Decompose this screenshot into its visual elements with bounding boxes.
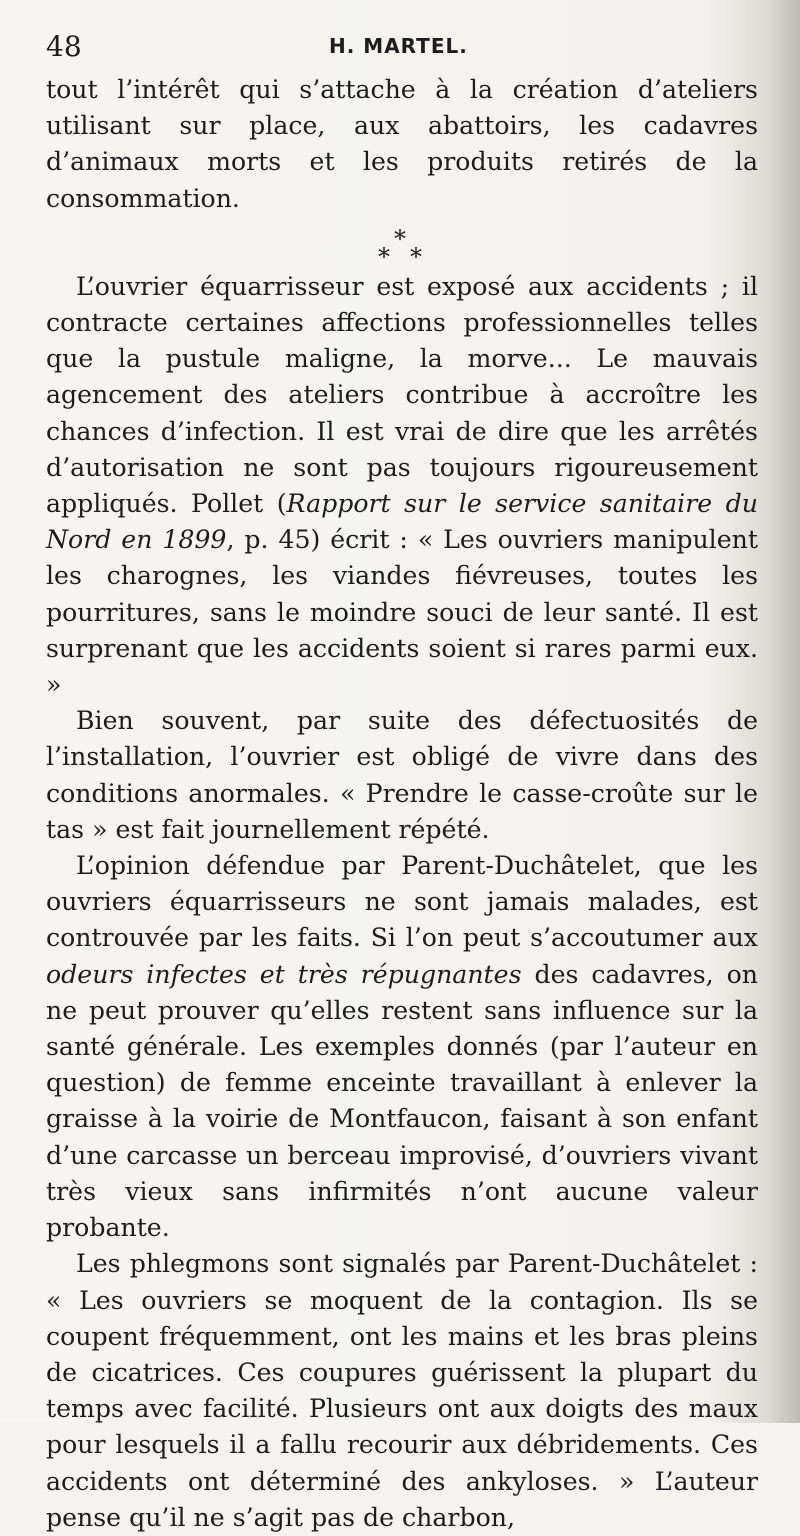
page-header — [46, 30, 760, 70]
paragraph-2: L’ouvrier équarrisseur est exposé aux accidents ; il contracte certaines affections professionnelles telles que la pustule maligne, la morve... Le mauvais agencement des ateliers contribue à accroître les chances d’infection. Il est vrai de dire que les arrêtés d’autorisation ne sont pas toujours rigoureusement appliqués. Pollet (Rapport sur le service sanitaire du Nord en 1899, p. 45) écrit : « Les ouvriers manipulent les charognes, les viandes fiévreuses, toutes les pourritures, sans le moindre souci de leur santé. Il est surprenant que les accidents soient si rares parmi eux. » — [46, 271, 758, 700]
running-head: H. MARTEL. — [329, 34, 468, 58]
page-number: 48 — [46, 30, 82, 63]
paragraph-4: L’opinion défendue par Parent-Duchâtelet, que les ouvriers équarrisseurs ne sont jamais malades, est controuvée par les faits. Si l’on peut s’accoutumer aux odeurs infectes et très répugnantes des cadavres, on ne peut prouver qu’elles restent sans influence sur la santé générale. Les exemples donnés (par l’auteur en question) de femme enceinte travaillant à enlever la graisse à la voirie de Montfaucon, faisant à son enfant d’une carcasse un berceau improvisé, d’ouvriers vivant très vieux sans infirmités n’ont aucune valeur probante. — [46, 851, 759, 1243]
page-body — [46, 72, 758, 1536]
emphasis: odeurs infectes et très répugnantes — [46, 959, 522, 989]
section-separator — [46, 217, 758, 269]
paragraph-3: Bien souvent, par suite des défectuosités de l’installation, l’ouvrier est obligé de vivre dans des conditions anormales. « Prendre le casse-croûte sur le tas » est fait journellement répété. — [46, 706, 758, 844]
asterisk-icon: * — [410, 242, 422, 271]
asterisk-icon: * — [394, 224, 406, 253]
citation-title: Rapport sur le service sanitaire du Nord en 1899 — [46, 489, 758, 555]
paragraph-5: Les phlegmons sont signalés par Parent-Duchâtelet : « Les ouvriers se moquent de la contagion. Ils se coupent fréquemment, ont les mains et les bras pleins de cicatrices. Ces coupures guérissent la plupart du temps avec facilité. Plusieurs ont aux doigts des maux pour lesquels il a fallu recourir aux débridements. Ces accidents ont déterminé des ankyloses. » L’auteur pense qu’il ne s’agit pas de charbon, — [46, 1249, 758, 1532]
paragraph-1: tout l’intérêt qui s’attache à la création d’ateliers utilisant sur place, aux abattoirs, les cadavres d’animaux morts et les produits retirés de la consommation. — [46, 75, 758, 213]
asterisk-icon: * — [378, 242, 390, 271]
